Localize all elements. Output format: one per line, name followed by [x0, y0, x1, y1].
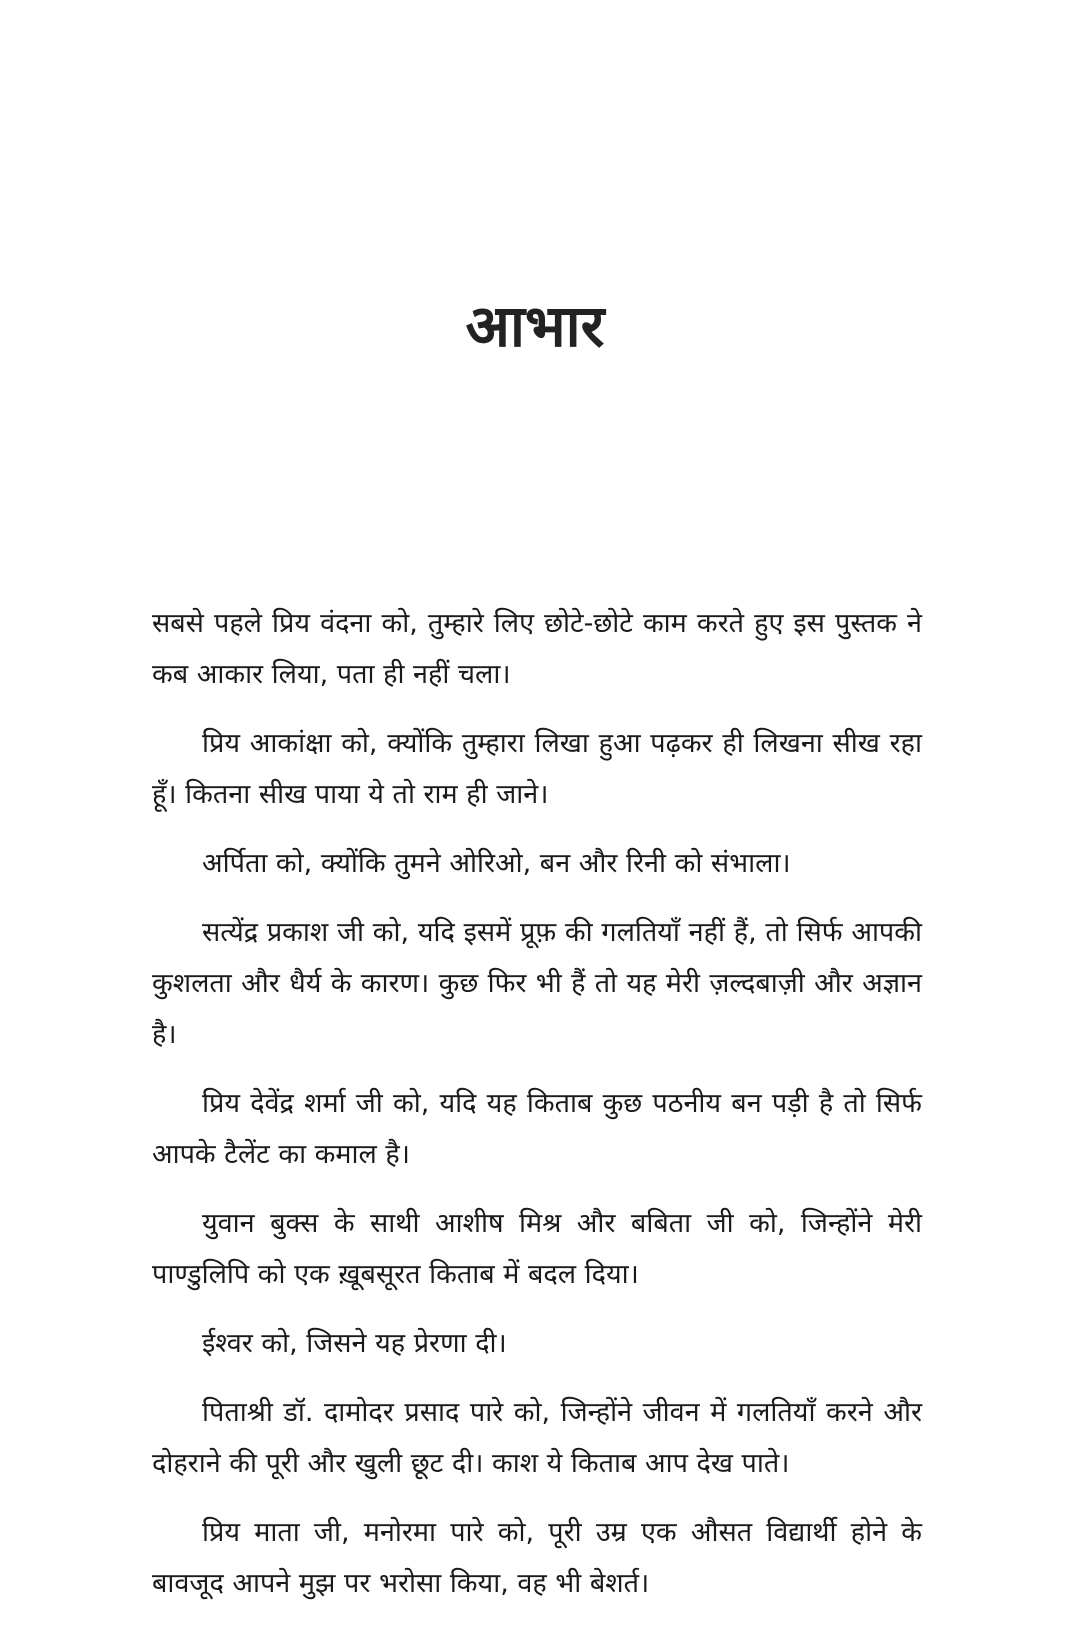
- paragraph-yuvaan-books: युवान बुक्स के साथी आशीष मिश्र और बबिता जी को, जिन्होंने मेरी पाण्डुलिपि को एक ख़ूबसूरत किताब में बदल दिया।: [152, 1208, 922, 1290]
- paragraph-akanksha: प्रिय आकांक्षा को, क्योंकि तुम्हारा लिखा हुआ पढ़कर ही लिखना सीख रहा हूँ। कितना सीख पाया ये तो राम ही जाने।: [152, 728, 922, 810]
- paragraph-devendra: प्रिय देवेंद्र शर्मा जी को, यदि यह किताब कुछ पठनीय बन पड़ी है तो सिर्फ आपके टैलेंट का कमाल है।: [152, 1088, 922, 1170]
- paragraph-vandana: सबसे पहले प्रिय वंदना को, तुम्हारे लिए छोटे-छोटे काम करते हुए इस पुस्तक ने कब आकार लिया, पता ही नहीं चला।: [152, 608, 922, 690]
- paragraph-mother: प्रिय माता जी, मनोरमा पारे को, पूरी उम्र एक औसत विद्यार्थी होने के बावजूद आपने मुझ पर भरोसा किया, वह भी बेशर्त।: [152, 1517, 922, 1599]
- acknowledgements-body: [152, 598, 922, 1627]
- paragraph-father: पिताश्री डॉ. दामोदर प्रसाद पारे को, जिन्होंने जीवन में गलतियाँ करने और दोहराने की पूरी और खुली छूट दी। काश ये किताब आप देख पाते।: [152, 1397, 922, 1479]
- paragraph-ishwar: ईश्वर को, जिसने यह प्रेरणा दी।: [202, 1328, 507, 1359]
- paragraph-arpita: अर्पिता को, क्योंकि तुमने ओरिओ, बन और रिनी को संभाला।: [202, 848, 791, 879]
- page-title: आभार: [465, 292, 605, 360]
- paragraph-satyendra: सत्येंद्र प्रकाश जी को, यदि इसमें प्रूफ़ की गलतियाँ नहीं हैं, तो सिर्फ आपकी कुशलता और धैर्य के कारण। कुछ फिर भी हैं तो यह मेरी ज़ल्दबाज़ी और अज्ञान है।: [152, 917, 922, 1050]
